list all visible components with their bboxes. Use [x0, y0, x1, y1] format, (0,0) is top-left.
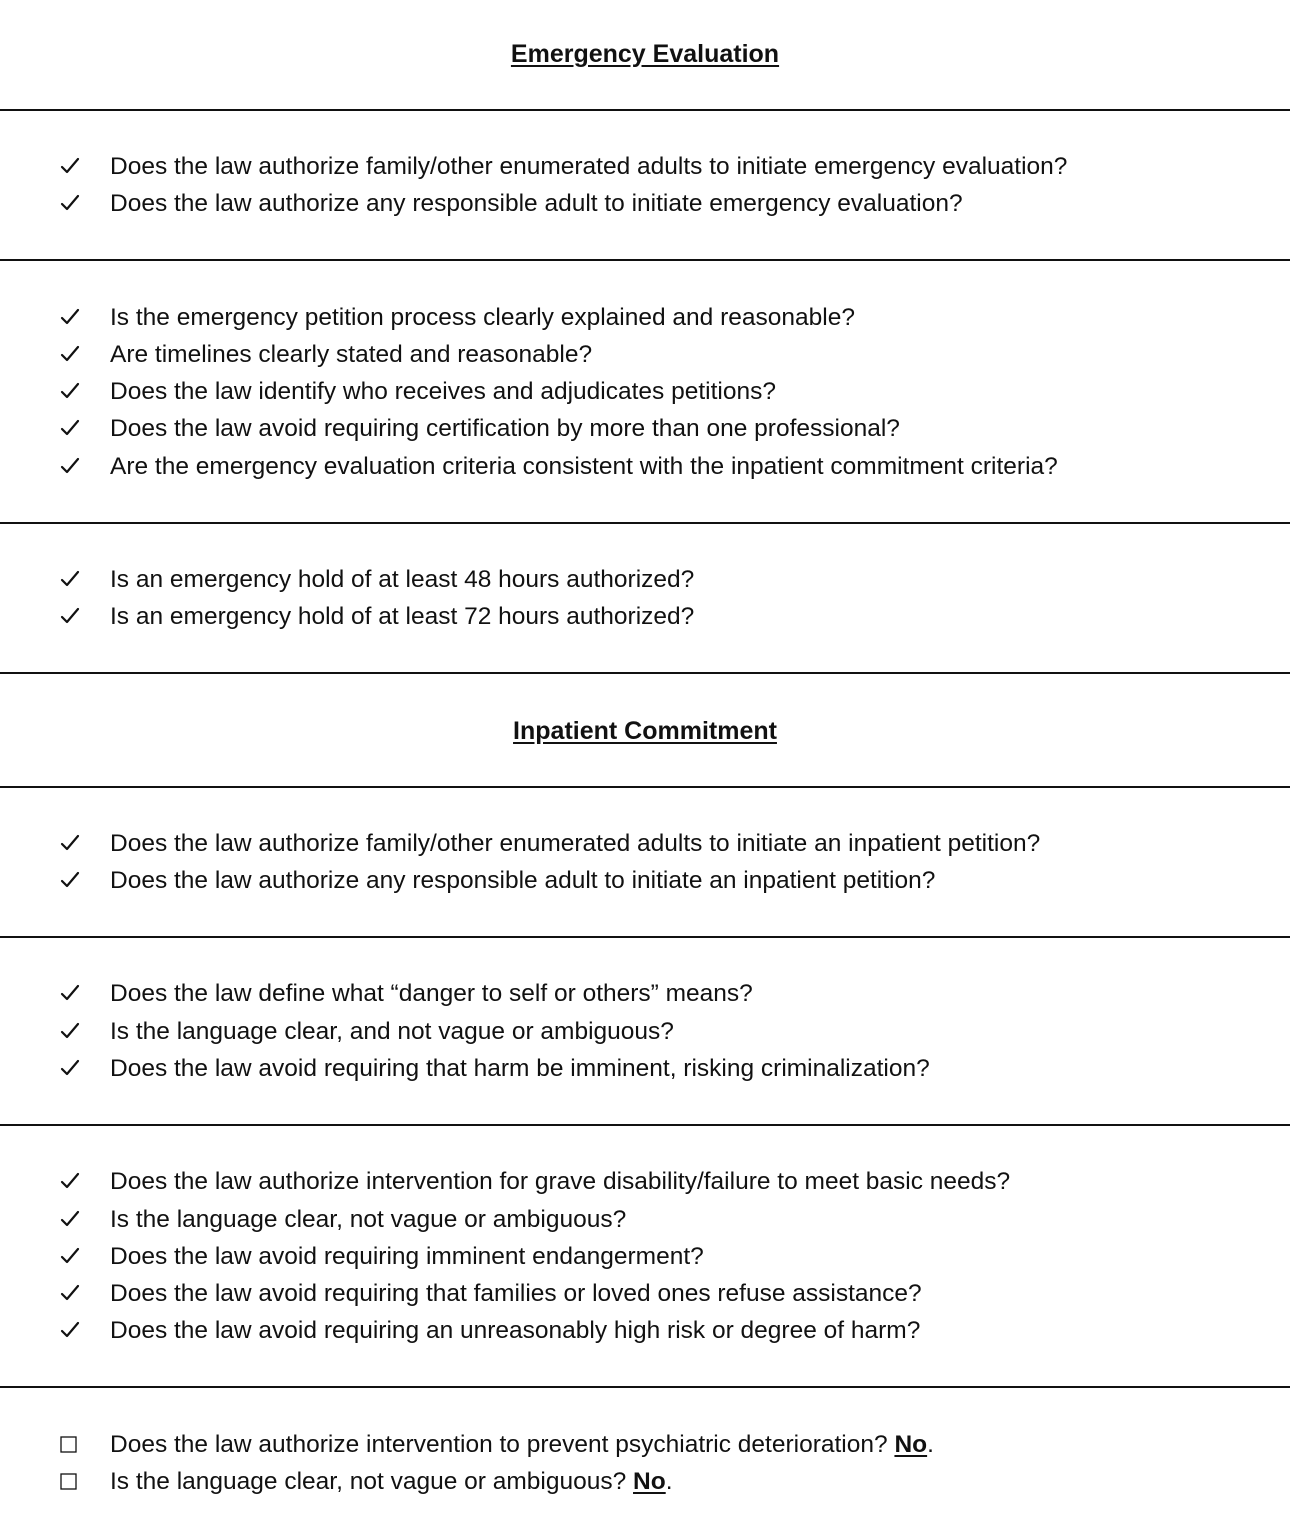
divider: [0, 786, 1290, 788]
checklist-item: [0, 340, 1290, 370]
item-text: Does the law avoid requiring certification by more than one professional?: [110, 415, 900, 442]
empty-checkbox-icon: [60, 1430, 84, 1460]
checkmark-icon: [60, 979, 84, 1009]
item-question: Is the language clear, not vague or ambiguous?: [110, 1468, 634, 1495]
checklist-item: [0, 829, 1290, 859]
item-text: [110, 1467, 673, 1497]
checkmark-icon: [60, 1205, 84, 1235]
item-suffix: .: [927, 1431, 934, 1458]
checklist-item: [0, 1167, 1290, 1197]
checklist-item: [0, 152, 1290, 182]
checklist-item: [0, 1205, 1290, 1235]
item-text: Is an emergency hold of at least 72 hours authorized?: [110, 603, 695, 630]
checkmark-icon: [60, 565, 84, 595]
item-text: Are the emergency evaluation criteria consistent with the inpatient commitment criteria?: [110, 453, 1058, 480]
checklist-item: [0, 979, 1290, 1009]
item-suffix: .: [665, 1468, 673, 1495]
item-text: Is the language clear, and not vague or ambiguous?: [110, 1018, 674, 1045]
item-text: Does the law authorize any responsible adult to initiate emergency evaluation?: [110, 190, 963, 217]
item-text: Is the language clear, not vague or ambiguous?: [110, 1206, 627, 1233]
checklist-item: [0, 1316, 1290, 1346]
checklist-item: [0, 189, 1290, 219]
item-text: Does the law avoid requiring imminent endangerment?: [110, 1243, 704, 1270]
item-answer: No: [894, 1431, 928, 1458]
checkmark-icon: [60, 340, 84, 370]
item-text: Does the law identify who receives and adjudicates petitions?: [110, 378, 776, 405]
checklist-item: [0, 377, 1290, 407]
checkmark-icon: [60, 1242, 84, 1272]
checkmark-icon: [60, 1316, 84, 1346]
item-text: Is an emergency hold of at least 48 hours authorized?: [110, 566, 695, 593]
checkmark-icon: [60, 829, 84, 859]
item-text: Does the law avoid requiring that families or loved ones refuse assistance?: [110, 1280, 922, 1307]
item-text: Does the law authorize intervention for grave disability/failure to meet basic needs?: [110, 1168, 1011, 1195]
checklist-item: [0, 1467, 1290, 1497]
checklist-item: [0, 1430, 1290, 1460]
item-answer: No: [633, 1468, 666, 1495]
checklist-item: [0, 565, 1290, 595]
item-text: Does the law define what “danger to self or others” means?: [110, 980, 753, 1007]
divider: [0, 672, 1290, 674]
checklist-item: [0, 602, 1290, 632]
checklist-item: [0, 1017, 1290, 1047]
item-text: Does the law avoid requiring that harm be imminent, risking criminalization?: [110, 1055, 930, 1082]
checklist-item: [0, 1242, 1290, 1272]
item-text: Are timelines clearly stated and reasonable?: [110, 341, 593, 368]
divider: [0, 1386, 1290, 1388]
checklist-item: [0, 1279, 1290, 1309]
checkmark-icon: [60, 1017, 84, 1047]
item-question: Does the law authorize intervention to prevent psychiatric deterioration?: [110, 1431, 895, 1458]
section-heading-emergency-evaluation: Emergency Evaluation: [510, 40, 780, 68]
divider: [0, 936, 1290, 938]
checklist-item: [0, 866, 1290, 896]
checklist-item: [0, 303, 1290, 333]
item-text: Is the emergency petition process clearly explained and reasonable?: [110, 304, 855, 331]
checklist-item: [0, 1054, 1290, 1084]
checklist-item: [0, 414, 1290, 444]
item-text: Does the law avoid requiring an unreasonably high risk or degree of harm?: [110, 1317, 921, 1344]
checklist-item: [0, 452, 1290, 482]
checkmark-icon: [60, 189, 84, 219]
item-text: Does the law authorize family/other enumerated adults to initiate an inpatient petition?: [110, 830, 1041, 857]
item-text: [110, 1430, 934, 1460]
divider: [0, 259, 1290, 261]
section-heading-inpatient-commitment: Inpatient Commitment: [513, 717, 777, 745]
divider: [0, 109, 1290, 111]
checkmark-icon: [60, 414, 84, 444]
checkmark-icon: [60, 866, 84, 896]
checkmark-icon: [60, 1054, 84, 1084]
empty-checkbox-icon: [60, 1467, 84, 1497]
divider: [0, 1124, 1290, 1126]
checkmark-icon: [60, 452, 84, 482]
checkmark-icon: [60, 152, 84, 182]
checkmark-icon: [60, 303, 84, 333]
item-text: Does the law authorize family/other enumerated adults to initiate emergency evaluation?: [110, 153, 1068, 180]
item-text: Does the law authorize any responsible adult to initiate an inpatient petition?: [110, 867, 936, 894]
divider: [0, 522, 1290, 524]
checkmark-icon: [60, 1279, 84, 1309]
checkmark-icon: [60, 1167, 84, 1197]
checkmark-icon: [60, 602, 84, 632]
checkmark-icon: [60, 377, 84, 407]
